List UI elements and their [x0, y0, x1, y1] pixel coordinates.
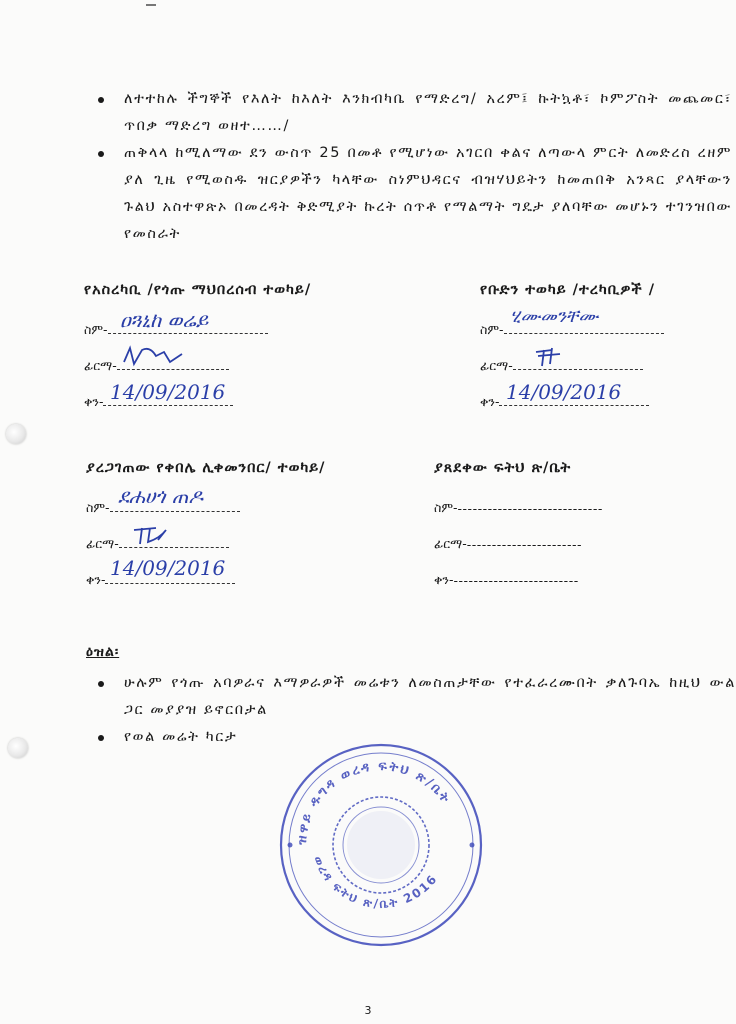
intro-bullet: ጠቅላላ ከሚለማው ደን ውስጥ 25 በመቶ የሚሆነው አገርበ ቀልና ለጣውላ ምርት ለመድረስ ረዘም ያለ ጊዜ የሚወስዱ ዝርያዎችን ካላቸው ስነምህዳርና ብዝሃህይትን ከመጠበቅ አንጻር ያላቸውን ጉልህ አስተዋጽኦ በመረዳት ቅድሚያት ኩረት ሰጥቶ የማልማት ግዴታ ያለባቸው መሆኑን ተገንዝበው የመስራት: [124, 140, 732, 248]
witness-signature-scribble: [130, 520, 174, 548]
lessee-date-handwriting: 14/09/2016: [506, 380, 622, 404]
note-bullet: ሁሉም የጎጡ አባዎራና እማዎራዎች መሬቱን ለመስጠታቸው የተፈራረሙበት ቃለጉባኤ ከዚህ ውል ጋር መያያዝ ይኖርበታል: [124, 670, 736, 724]
official-stamp: [276, 740, 486, 950]
witness-name-handwriting: ደሐሀጎ ጠዶ: [118, 484, 203, 508]
punch-hole: [6, 424, 26, 444]
lessor-date-field: ቀን- 14/09/2016: [84, 374, 404, 410]
court-date-field: ቀን- -------------------------: [434, 572, 579, 588]
scan-mark: [146, 4, 156, 6]
page-number: 3: [364, 1004, 372, 1017]
lessor-name-field: ስም- ዐጓኒከ ወሬይ: [84, 302, 404, 338]
lessor-signature-scribble: [120, 342, 190, 372]
bullet-icon: [98, 151, 104, 157]
court-name-field: ስም- -----------------------------: [434, 500, 603, 516]
lessee-signature-scribble: [530, 342, 570, 370]
lessee-name-handwriting: ሂሙመንቸሙ: [510, 306, 599, 327]
witness-date-field: ቀን- 14/09/2016: [86, 552, 386, 588]
lessee-date-field: ቀን- 14/09/2016: [480, 374, 730, 410]
note-bullet: የወል መሬት ካርታ: [124, 724, 736, 751]
stamp-top-text: ዝዋይ ዱግዳ ወረዳ ፍትህ ጽ/ቤት: [294, 758, 454, 846]
intro-bullet: ለተተከሉ ችግኞች የእለት ከእለት እንክብካቤ የማድረግ/ አረም፤ ኩትኳቶ፣ ኮምፖስት መጨመር፣ ጥበቃ ማድረግ ወዘተ……/: [124, 86, 732, 140]
witness-title: ያረጋገጠው የቀበሌ ሊቀመንበር/ ተወካይ/: [86, 460, 326, 476]
witness-name-field: ስም- ደሐሀጎ ጠዶ: [86, 480, 386, 516]
lessee-name-field: ስም- ሂሙመንቸሙ: [480, 302, 730, 338]
intro-bullet-list: [124, 86, 732, 248]
lessor-name-handwriting: ዐጓኒከ ወሬይ: [120, 308, 209, 332]
note-title: ዕዝል፡: [86, 644, 120, 660]
bullet-icon: [98, 97, 104, 103]
witness-sign-field: ፊርማ-: [86, 516, 386, 552]
lessee-title: የቡድን ተወካይ /ተረካቢዎች /: [480, 282, 655, 298]
lessor-title: የአስረካቢ /የጎጡ ማህበረሰብ ተወካይ/: [84, 282, 312, 298]
witness-date-handwriting: 14/09/2016: [110, 556, 226, 580]
note-bullet-list: [124, 670, 736, 751]
court-signature-block: [434, 460, 734, 588]
lessor-sign-field: ፊርማ-: [84, 338, 404, 374]
punch-hole: [8, 738, 28, 758]
witness-signature-block: [86, 460, 386, 588]
court-title: ያጸደቀው ፍትህ ጽ/ቤት: [434, 460, 572, 476]
lessor-signature-block: [84, 282, 404, 410]
stamp-bottom-text: ወረዳ ፍትህ ጽ/ቤት 2016: [310, 854, 441, 911]
bullet-icon: [98, 681, 104, 687]
lessee-signature-block: [480, 282, 730, 410]
court-sign-field: ፊርማ- -----------------------: [434, 536, 582, 552]
lessor-date-handwriting: 14/09/2016: [110, 380, 226, 404]
lessee-sign-field: ፊርማ-: [480, 338, 730, 374]
bullet-icon: [98, 735, 104, 741]
